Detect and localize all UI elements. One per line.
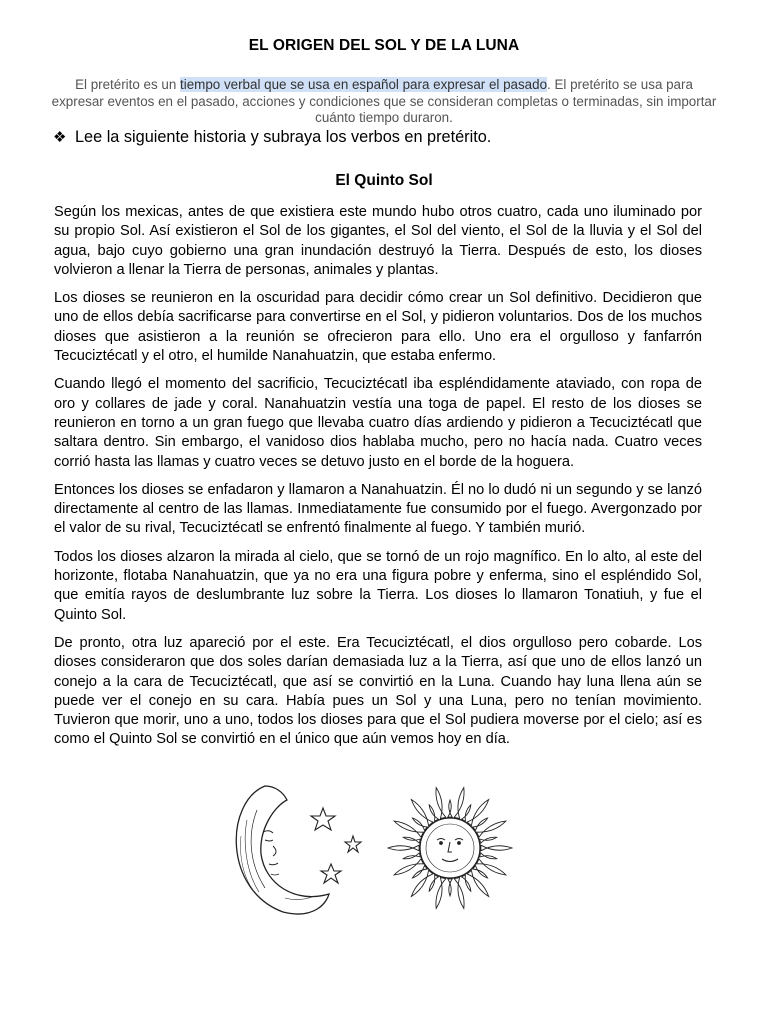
sun-ray [473, 866, 488, 878]
sun-ray [436, 878, 446, 909]
sun-moon-illustration [225, 780, 525, 920]
sun-ray [473, 818, 488, 830]
sun-ray [429, 805, 438, 821]
story-paragraph: De pronto, otra luz apareció por el este. Era Tecuciztécatl, el dios orgulloso pero cobarde. Los dioses consideraron que dos soles darían demasiada luz a la Tierra, así que uno de ellos lanzó un conejo a la cara de Tecuciztécatl, que así se convirtió en la Luna. Cuando hay luna llena aún se puede ver el conejo en su cara. Había pues un Sol y una Luna, pero no tenían movimiento. Tuvieron que morir, uno a uno, todos los dioses para que el Sol pudiera moverse por el cielo; así es como el Quinto Sol se convirtió en el único que aún vemos hoy en día. [54, 634, 702, 748]
document-title: EL ORIGEN DEL SOL Y DE LA LUNA [248, 37, 520, 54]
sun-ray [411, 870, 433, 896]
star-icon [345, 836, 361, 852]
intro-paragraph [50, 77, 718, 127]
intro-highlighted-text: tiempo verbal que se usa en español para expresar el pasado [180, 77, 548, 92]
sun-ray [403, 837, 420, 843]
star-icon [311, 808, 335, 830]
story-paragraph: Los dioses se reunieron en la oscuridad para decidir cómo crear un Sol definitivo. Decidieron que uno de ellos debía sacrificarse para convertirse en el Sol, y pidieron voluntarios. Dos de los muchos dioses que asistieron a la reunión se ofrecieron para ello. Uno era el orgulloso y fanfarrón Tecuciztécatl y el otro, el humilde Nanahuatzin, que estaba enfermo. [54, 290, 702, 365]
instruction-line [53, 127, 713, 148]
sun-face-icon [388, 788, 512, 909]
sun-ray [462, 805, 471, 821]
story-title: El Quinto Sol [335, 172, 433, 189]
diamond-bullet-icon: ❖ [53, 129, 67, 146]
sun-ray [454, 878, 464, 909]
crescent-moon-face-icon [236, 786, 329, 914]
instruction-text: Lee la siguiente historia y subraya los verbos en pretérito. [75, 128, 492, 146]
intro-text-before: El pretérito es un [75, 77, 181, 92]
intro-text-after: . El pretérito se usa para expresar eventos en el pasado, acciones y condiciones que se consideran completas o terminadas, sin importar cuánto tiempo duraron. [51, 77, 717, 125]
sun-ray [467, 870, 489, 896]
sun-ray [413, 866, 428, 878]
sun-ray [436, 788, 446, 819]
sun-ray [467, 800, 489, 826]
sun-ray [480, 837, 497, 843]
sun-ray [411, 800, 433, 826]
story-body [54, 203, 702, 759]
star-icon [321, 864, 341, 883]
sun-ray [480, 853, 497, 859]
story-paragraph: Según los mexicas, antes de que existiera este mundo hubo otros cuatro, cada uno iluminado por su propio Sol. Así existieron el Sol de los gigantes, el Sol del viento, el Sol de la lluvia y el Sol del agua, bajo cuyo gobierno una gran inundación destruyó la Tierra. Después de esto, los dioses volvieron a llenar la Tierra de personas, animales y plantas. [54, 204, 702, 278]
story-paragraph: Cuando llegó el momento del sacrificio, Tecuciztécatl iba espléndidamente ataviado, con ropa de oro y collares de jade y coral. Nanahuatzin vestía una toga de papel. El resto de los dioses se reunieron en torno a un gran fuego que llevaba cuatro días ardiendo y pidieron a Tecuciztécatl que saltara dentro. Sin embargo, el vanidoso dios hablaba mucho, pero no hacía nada. Cuatro veces corrió hasta las llamas y cuatro veces se detuvo justo en el borde de la hoguera. [54, 376, 702, 470]
sun-ray [448, 879, 452, 896]
sun-ray [481, 845, 512, 851]
sun-ray [388, 845, 419, 851]
sun-ray [429, 875, 438, 891]
sun-ray [454, 788, 464, 819]
story-paragraph: Todos los dioses alzaron la mirada al cielo, que se tornó de un rojo magnífico. En lo alto, al este del horizonte, flotaba Nanahuatzin, que ya no era una figura pobre y enferma, sino el espléndido Sol, que emitía rayos de deslumbrante luz sobre la Tierra. Los dioses lo llamaron Tonatiuh, y fue el Quinto Sol. [54, 548, 702, 623]
sun-ray [462, 875, 471, 891]
sun-ray [448, 800, 452, 817]
sun-ray [403, 853, 420, 859]
story-paragraph: Entonces los dioses se enfadaron y llamaron a Nanahuatzin. Él no lo dudó ni un segundo y se lanzó directamente al centro de las llamas. Inmediatamente fue consumido por el fuego. Avergonzado por el valor de su rival, Tecuciztécatl se enfrentó finalmente al fuego. Y también murió. [54, 481, 702, 537]
sun-ray [413, 818, 428, 830]
